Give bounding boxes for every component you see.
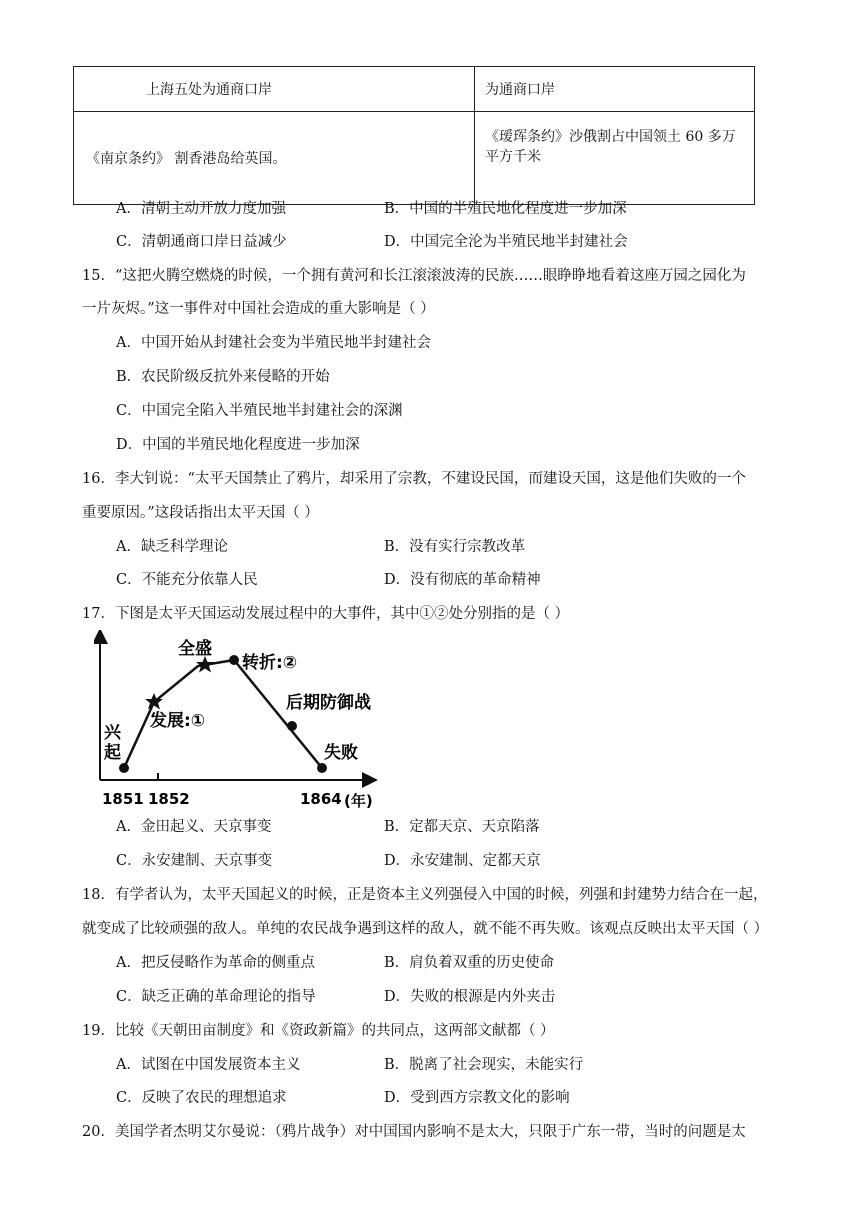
q14-option-b: B．中国的半殖民地化程度进一步加深 (384, 201, 627, 217)
tick-1852: 1852 (148, 790, 190, 808)
point-late-defense (287, 721, 297, 731)
q18-option-b: B．肩负着双重的历史使命 (384, 955, 555, 971)
q17-option-c: C．永安建制、天京事变 (116, 853, 273, 869)
q14-option-c: C．清朝通商口岸日益减少 (116, 234, 287, 250)
q16-option-c: C．不能充分依靠人民 (116, 572, 258, 588)
q16-option-a: A．缺乏科学理论 (116, 539, 228, 555)
q18-stem-cont: 就变成了比较顽强的敌人。单纯的农民战争遇到这样的敌人，就不能不再失败。该观点反映出太平天国（ ） (82, 921, 769, 937)
treaty-table (73, 66, 755, 205)
q16-option-d: D．没有彻底的革命精神 (384, 572, 541, 588)
table-cell: 为通商口岸 (475, 67, 755, 112)
q18-option-c: C．缺乏正确的革命理论的指导 (116, 989, 316, 1005)
q14-option-d: D．中国完全沦为半殖民地半封建社会 (384, 234, 628, 250)
q18-option-a: A．把反侵略作为革命的侧重点 (116, 955, 315, 971)
q15-stem-cont: 一片灰烬。”这一事件对中国社会造成的重大影响是（ ） (82, 301, 435, 317)
q19-option-a: A．试图在中国发展资本主义 (116, 1057, 301, 1073)
q20-stem: 20．美国学者杰明艾尔曼说：（鸦片战争）对中国国内影响不是太大，只限于广东一带，当时的问题是太 (82, 1124, 746, 1140)
label-quansheng: 全盛 (178, 639, 212, 659)
label-fazhan: 发展:① (150, 711, 206, 731)
point-failure (317, 763, 327, 773)
q16-option-b: B．没有实行宗教改革 (384, 539, 526, 555)
q15-option-b: B．农民阶级反抗外来侵略的开始 (116, 369, 330, 385)
q16-stem: 16．李大钊说：“太平天国禁止了鸦片，却采用了宗教，不建设民国，而建设天国，这是他们失败的一个 (82, 471, 746, 487)
table-cell: 《南京条约》 割香港岛给英国。 (74, 112, 475, 205)
label-shibai: 失败 (324, 743, 358, 763)
q19-option-d: D．受到西方宗教文化的影响 (384, 1090, 570, 1106)
q17-option-b: B．定都天京、天京陷落 (384, 819, 540, 835)
q15-option-c: C．中国完全陷入半殖民地半封建社会的深渊 (116, 403, 403, 419)
taiping-timeline-figure (94, 630, 384, 810)
q17-option-a: A．金田起义、天京事变 (116, 819, 272, 835)
q16-stem-cont: 重要原因。”这段话指出太平天国（ ） (82, 505, 319, 521)
q17-option-d: D．永安建制、定都天京 (384, 853, 541, 869)
point-turning (229, 655, 239, 665)
label-zhuanzhe: 转折:② (242, 653, 298, 673)
table-cell: 《瑷珲条约》沙俄割占中国领土 60 多万平方千米 (475, 112, 755, 205)
q18-stem: 18．有学者认为，太平天国起义的时候，正是资本主义列强侵入中国的时候，列强和封建势力结合在一起， (82, 887, 768, 903)
q19-option-b: B．脱离了社会现实，未能实行 (384, 1057, 584, 1073)
q15-option-d: D．中国的半殖民地化程度进一步加深 (116, 437, 360, 453)
tick-1851: 1851 (102, 790, 144, 808)
label-xing: 兴 (104, 723, 121, 743)
q19-stem: 19．比较《天朝田亩制度》和《资政新篇》的共同点，这两部文献都（ ） (82, 1023, 555, 1039)
label-qi: 起 (104, 743, 121, 763)
point-rise (119, 763, 129, 773)
q18-option-d: D．失败的根源是内外夹击 (384, 989, 556, 1005)
table-cell: 上海五处为通商口岸 (74, 67, 475, 112)
q15-option-a: A．中国开始从封建社会变为半殖民地半封建社会 (116, 335, 431, 351)
q15-stem: 15．“这把火腾空燃烧的时候，一个拥有黄河和长江滚滚波涛的民族……眼睁睁地看着这座万园之园化为 (82, 268, 746, 284)
label-houqi: 后期防御战 (286, 693, 371, 713)
x-unit: (年) (344, 792, 373, 810)
tick-1864: 1864 (300, 790, 342, 808)
q19-option-c: C．反映了农民的理想追求 (116, 1090, 287, 1106)
q14-option-a: A．清朝主动开放力度加强 (116, 201, 286, 217)
q17-stem: 17．下图是太平天国运动发展过程中的大事件，其中①②处分别指的是（ ） (82, 606, 570, 622)
